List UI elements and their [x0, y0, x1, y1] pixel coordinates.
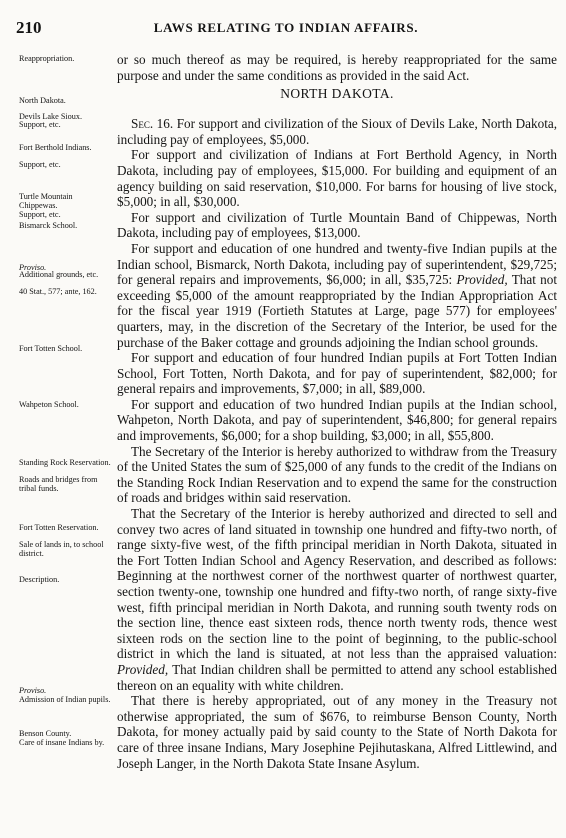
margin-note: Fort Totten School. — [19, 344, 83, 353]
margin-note: Support, etc. — [19, 120, 61, 129]
margin-note: Support, etc. — [19, 210, 61, 219]
margin-note: Description. — [19, 575, 60, 584]
margin-note: Roads and bridges from tribal funds. — [19, 475, 98, 493]
paragraph — [117, 506, 557, 693]
margin-note: 40 Stat., 577; ante, 162. — [19, 287, 97, 296]
paragraph: For support and education of two hundred Indian pupils at the Indian school, Wahpeton, North Dakota, and pay of superintendent, $46,800; for general repairs and improvements, $6,000; for a shop building, $3,000; in all, $55,800. — [117, 396, 557, 444]
margin-note: Admission of Indian pupils. — [19, 695, 111, 704]
paragraph: or so much thereof as may be required, is hereby reappropriated for the same purpose and under the same conditions as provided in the said Act. — [117, 52, 557, 83]
margin-note: Turtle Mountain Chippewas. — [19, 192, 73, 210]
margin-note: Standing Rock Reservation. — [19, 458, 111, 467]
paragraph: For support and civilization of Indians at Fort Berthold Agency, in North Dakota, including pay of employees, $15,000. For building and equipment of an agency building on said reservation, $10,000. For barns for housing of live stock, $5,000; in all, $30,000. — [117, 147, 557, 210]
paragraph-text: That the Secretary of the Interior is hereby authorized and directed to sell and convey two acres of land situated in township one hundred and fifty-two north, of range sixty-five west, of the fifth principal meridian in North Dakota, situated in the Fort Totten Indian School and Agency Reservation, and described as follows: Beginning at the northwest corner of the northwest quarter of northwest quarter, section twenty-one, township one hundred and fifty-two north, of range sixty-five west, fifth principal meridian in North Dakota, and running south twenty rods on the section line, thence east sixteen rods, thence north twenty rods, thence west sixteen rods on the section line to the point of beginning, to the public-school district in which the land is situated, at not less than the appraised valuation: — [117, 506, 557, 662]
section-label: Sec. 16. — [131, 116, 174, 132]
page-header — [16, 18, 556, 38]
paragraph — [117, 116, 557, 147]
margin-note: Sale of lands in, to school district. — [19, 540, 104, 558]
running-title: LAWS RELATING TO INDIAN AFFAIRS. — [153, 20, 419, 35]
proviso-word: Provided, — [456, 272, 508, 288]
paragraph: For support and civilization of Turtle Mountain Band of Chippewas, North Dakota, including pay of employees, $13,000. — [117, 209, 557, 241]
paragraph-text: For support and education of one hundred and twenty-five Indian pupils at the Indian school, Bismarck, North Dakota, including pay of superintendent, $29,725; for general repairs and improvements, $6,000; in all, $35,725: — [117, 240, 557, 288]
margin-note: Additional grounds, etc. — [19, 270, 99, 279]
margin-note: Care of insane Indians by. — [19, 738, 105, 747]
paragraph-text: That Indian children shall be permitted to attend any school established thereon on an equality with white children. — [117, 661, 557, 693]
paragraph: The Secretary of the Interior is hereby authorized to withdraw from the Treasury of the United States the sum of $25,000 of any funds to the credit of the Indians on the Standing Rock Indian Reservation and to expend the same for the construction of roads and bridges within said reservation. — [117, 443, 557, 506]
margin-note: Fort Berthold Indians. — [19, 143, 92, 152]
paragraph: That there is hereby appropriated, out of any money in the Treasury not otherwise appropriated, the sum of $676, to reimburse Benson County, North Dakota, for money actually paid by said county to the State of North Dakota for care of three insane Indians, Mary Josephine Pejihutaskana, Alfred Littlewind, and Joseph Langer, in the North Dakota State Insane Asylum. — [117, 693, 557, 771]
paragraph: For support and education of four hundred Indian pupils at Fort Totten Indian School, Fort Totten, North Dakota, and for pay of superintendent, $82,000; for general repairs and improvements, $7,000; in all, $89,000. — [117, 350, 557, 397]
paragraph-text: That not exceeding $5,000 of the amount reappropriated by the Indian Appropriation Act for the fiscal year 1919 (Fortieth Statutes at Large, page 577) for employees' quarters, may, in the discretion of the Secretary of the Interior, be used for the purchase of the Baker cottage and grounds adjoining the Indian school grounds. — [117, 272, 557, 350]
paragraph-text: For support and civilization of the Sioux of Devils Lake, North Dakota, including pay of employees, $5,000. — [117, 116, 558, 147]
margin-note: Reappropriation. — [19, 54, 75, 63]
margin-note: Support, etc. — [19, 160, 61, 169]
margin-note: Wahpeton School. — [19, 400, 79, 409]
margin-note: Fort Totten Reservation. — [19, 523, 99, 532]
page-number: 210 — [16, 18, 42, 37]
proviso-label: Proviso. — [19, 686, 47, 695]
proviso-label: Proviso. — [19, 263, 47, 272]
body-text — [117, 52, 557, 771]
margin-note: Devils Lake Sioux. — [19, 112, 82, 121]
margin-note: North Dakota. — [19, 96, 66, 105]
margin-note: Bismarck School. — [19, 221, 78, 230]
proviso-word: Provided, — [117, 661, 169, 677]
section-heading: NORTH DAKOTA. — [280, 86, 394, 102]
margin-note: Benson County. — [19, 729, 72, 738]
paragraph — [117, 241, 557, 350]
